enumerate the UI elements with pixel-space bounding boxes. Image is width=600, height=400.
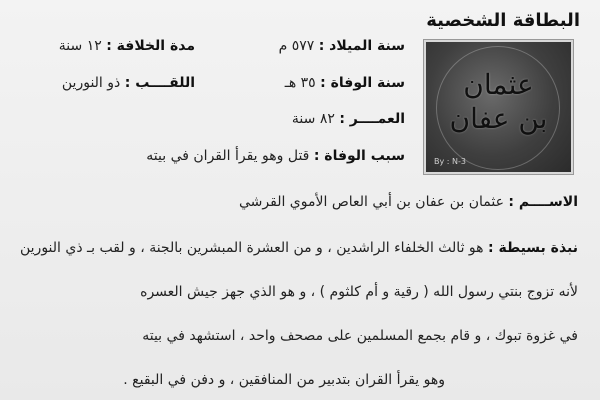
death-year-label: سنة الوفاة : [320,75,405,91]
death-cause-value: قتل وهو يقرأ القران في بيته [146,148,310,164]
birth-field [279,38,405,54]
death-cause-field [146,148,405,164]
caliphate-value: ١٢ سنة [58,38,102,54]
caliphate-field [59,38,195,54]
bio-text-2: لأنه تزوج بنتي رسول الله ( رقية و أم كلثوم ) ، و هو الذي جهز جيش العسره [140,284,578,300]
bio-label: نبذة بسيطة : [487,240,578,256]
emblem-byline: By : N-3 [434,157,466,166]
emblem-calligraphy-line2: بن عفان [449,102,548,135]
emblem-calligraphy-line1: عثمان [463,68,534,101]
name-field [239,194,578,210]
bio-text-1: هو ثالث الخلفاء الراشدين ، و من العشرة المبشرين بالجنة ، و لقب بـ ذي النورين [20,240,484,256]
bio-text-3: في غزوة تبوك ، و قام بجمع المسلمين على مصحف واحد ، استشهد في بيته [142,328,578,344]
emblem-calligraphy [426,68,571,136]
age-value: ٨٢ سنة [291,111,335,127]
bio-line-4 [10,372,445,388]
caliphate-label: مدة الخلافة : [106,38,195,54]
birth-label: سنة الميلاد : [318,38,405,54]
bio-line-1 [10,240,578,256]
bio-line-3 [10,328,578,344]
bio-line-2 [10,284,578,300]
name-emblem-image [424,40,573,174]
bio-text-4: وهو يقرأ القران بتدبير من المنافقين ، و دفن في البقيع . [123,372,445,388]
birth-value: ٥٧٧ م [278,38,315,54]
death-year-value: ٣٥ هـ [284,75,316,91]
title-field [62,75,195,91]
death-year-field [285,75,405,91]
title-value: ذو النورين [61,75,121,91]
age-field [292,111,405,127]
age-label: العمــــر : [339,111,405,127]
card-title: البطاقة الشخصية [426,10,580,31]
name-value: عثمان بن عفان بن أبي العاص الأموي القرشي [239,194,504,210]
name-label: الاســــم : [508,194,578,210]
title-label: اللقــــب : [124,75,195,91]
death-cause-label: سبب الوفاة : [313,148,405,164]
